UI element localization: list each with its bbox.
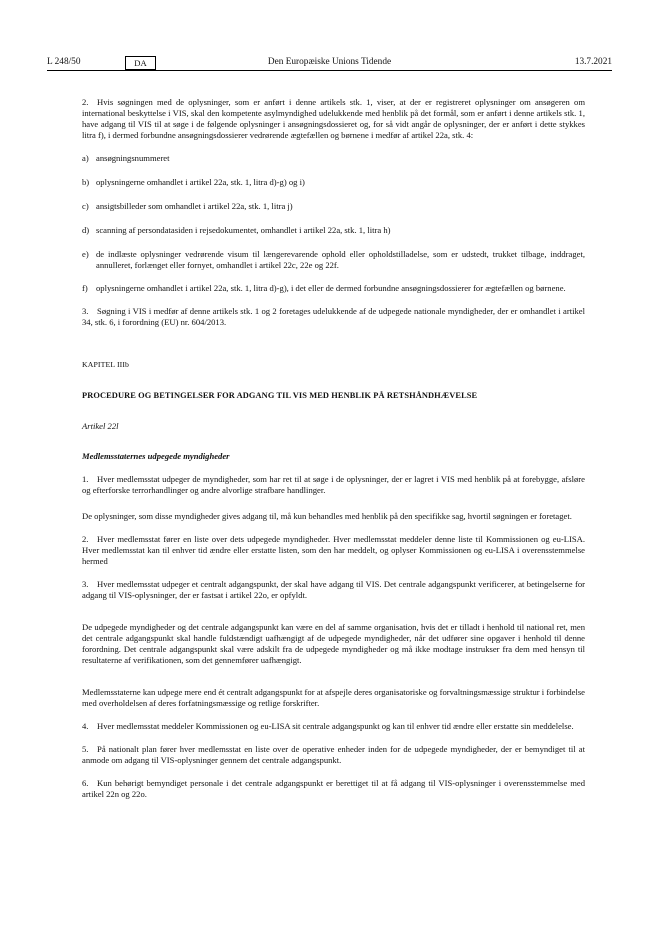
journal-reference: L 248/50 (47, 57, 81, 67)
article-paragraph: 2. Hver medlemsstat fører en liste over dets udpegede myndigheder. Hver medlemsstat meddeler denne liste til Kommissionen og eu-LISA. Hver medlemsstat kan til enhver tid ændre eller erstatte listen, som den har meddelt, og oplyser Kommissionen og eu-LISA i overensstemmelse hermed (82, 534, 585, 566)
article-paragraph: Medlemsstaterne kan udpege mere end ét centralt adgangspunkt for at afspejle deres organisatoriske og forvaltningsmæssige struktur i forbindelse med overholdelsen af deres forfatningsmæssige og retlige forskrifter. (82, 687, 585, 708)
document-body (82, 97, 585, 800)
list-item-label: b) (82, 177, 90, 187)
section-3: 3. Søgning i VIS i medfør af denne artikels stk. 1 og 2 foretages udelukkende af de udpegede nationale myndigheder, der er omhandlet i artikel 34, stk. 6, i forordning (EU) nr. 604/2013. (82, 306, 585, 327)
list-item-label: d) (82, 225, 90, 235)
article-paragraph: De udpegede myndigheder og det centrale adgangspunkt kan være en del af samme organisation, hvis det er tilladt i henhold til national ret, men det centrale adgangspunkt skal handle fuldstændigt uafhængigt af de udpegede myndigheder, når det udfører sine opgaver i henhold til denne forordning. Det centrale adgangspunkt skal være adskilt fra de udpegede myndigheder og må ikke modtage instrukser fra dem med hensyn til resultaterne af verifikationen, som det gennemfører uafhængigt. (82, 622, 585, 665)
article-paragraph: 3. Hver medlemsstat udpeger et centralt adgangspunkt, der skal have adgang til VIS. Det centrale adgangspunkt verificerer, at betingelserne for adgang til VIS-oplysninger, der er fastsat i artikel 22o, er opfyldt. (82, 579, 585, 600)
language-badge: DA (125, 56, 156, 70)
page-header (47, 55, 612, 71)
chapter-label: KAPITEL IIIb (82, 360, 130, 369)
list-item-text: de indlæste oplysninger vedrørende visum til længerevarende ophold eller opholdstilladelse, som er udstedt, trukket tilbage, inddraget, annulleret, forlænget eller fornyet, omhandlet i artikel 22c, 22e og 22f. (96, 249, 585, 270)
list-item-text: oplysningerne omhandlet i artikel 22a, stk. 1, litra d)-g), i det eller de dermed forbundne ansøgningsdossierer for ægtefællen og børnene. (96, 283, 566, 293)
list-item-label: f) (82, 283, 88, 293)
list-item (82, 249, 585, 271)
list-item (82, 283, 585, 294)
article-number: Artikel 22l (82, 421, 119, 431)
list-item-text: ansøgningsnummeret (96, 153, 170, 163)
publication-date: 13.7.2021 (574, 57, 612, 67)
article-paragraph: 1. Hver medlemsstat udpeger de myndigheder, som har ret til at søge i de oplysninger, der er lagret i VIS med henblik på at forebygge, afsløre og efterforske terrorhandlinger og andre alvorlige strafbare handlinger. (82, 474, 585, 495)
list-item (82, 225, 585, 236)
list-item (82, 201, 585, 212)
list-item-label: e) (82, 249, 89, 259)
article-paragraph: 6. Kun behørigt bemyndiget personale i det centrale adgangspunkt er berettiget til at få adgang til VIS-oplysninger i overensstemmelse med artikel 22n og 22o. (82, 778, 585, 799)
chapter-title: PROCEDURE OG BETINGELSER FOR ADGANG TIL VIS MED HENBLIK PÅ RETSHÅNDHÆVELSE (82, 391, 478, 400)
journal-title: Den Europæiske Unions Tidende (267, 57, 392, 67)
header-rule (47, 70, 612, 71)
article-paragraph: De oplysninger, som disse myndigheder gives adgang til, må kun behandles med henblik på den specifikke sag, hvortil søgningen er foretaget. (82, 511, 572, 521)
list-item-label: c) (82, 201, 89, 211)
list-item-text: ansigtsbilleder som omhandlet i artikel 22a, stk. 1, litra j) (96, 201, 293, 211)
list-item-text: scanning af persondatasiden i rejsedokumentet, omhandlet i artikel 22a, stk. 1, litra h) (96, 225, 391, 235)
article-paragraph: 4. Hver medlemsstat meddeler Kommissionen og eu-LISA sit centrale adgangspunkt og kan til enhver tid ændre eller erstatte sin meddelelse. (82, 721, 574, 731)
section-2-intro: 2. Hvis søgningen med de oplysninger, som er anført i denne artikels stk. 1, viser, at der er registreret oplysninger om ansøgeren om international beskyttelse i VIS, skal den kompetente asylmyndighed udelukkende med henblik på det formål, som er anført i denne artikels stk. 1, have adgang til VIS til at søge i de følgende oplysninger i ansøgningsdossieret og, for så vidt angår de oplysninger, der er anført i dette stykkes litra f), i dermed forbundne ansøgningsdossierer vedrørende ægtefællen og børnene i medfør af artikel 22a, stk. 4: (82, 97, 585, 140)
article-title: Medlemsstaternes udpegede myndigheder (82, 451, 230, 461)
list-item-text: oplysningerne omhandlet i artikel 22a, stk. 1, litra d)-g) og i) (96, 177, 305, 187)
list-item (82, 177, 585, 188)
article-paragraph: 5. På nationalt plan fører hver medlemsstat en liste over de operative enheder inden for de udpegede myndigheder, der er bemyndiget til at anmode om adgang til VIS-oplysninger gennem det centrale adgangspunkt. (82, 744, 585, 765)
list-item (82, 153, 585, 164)
list-item-label: a) (82, 153, 89, 163)
